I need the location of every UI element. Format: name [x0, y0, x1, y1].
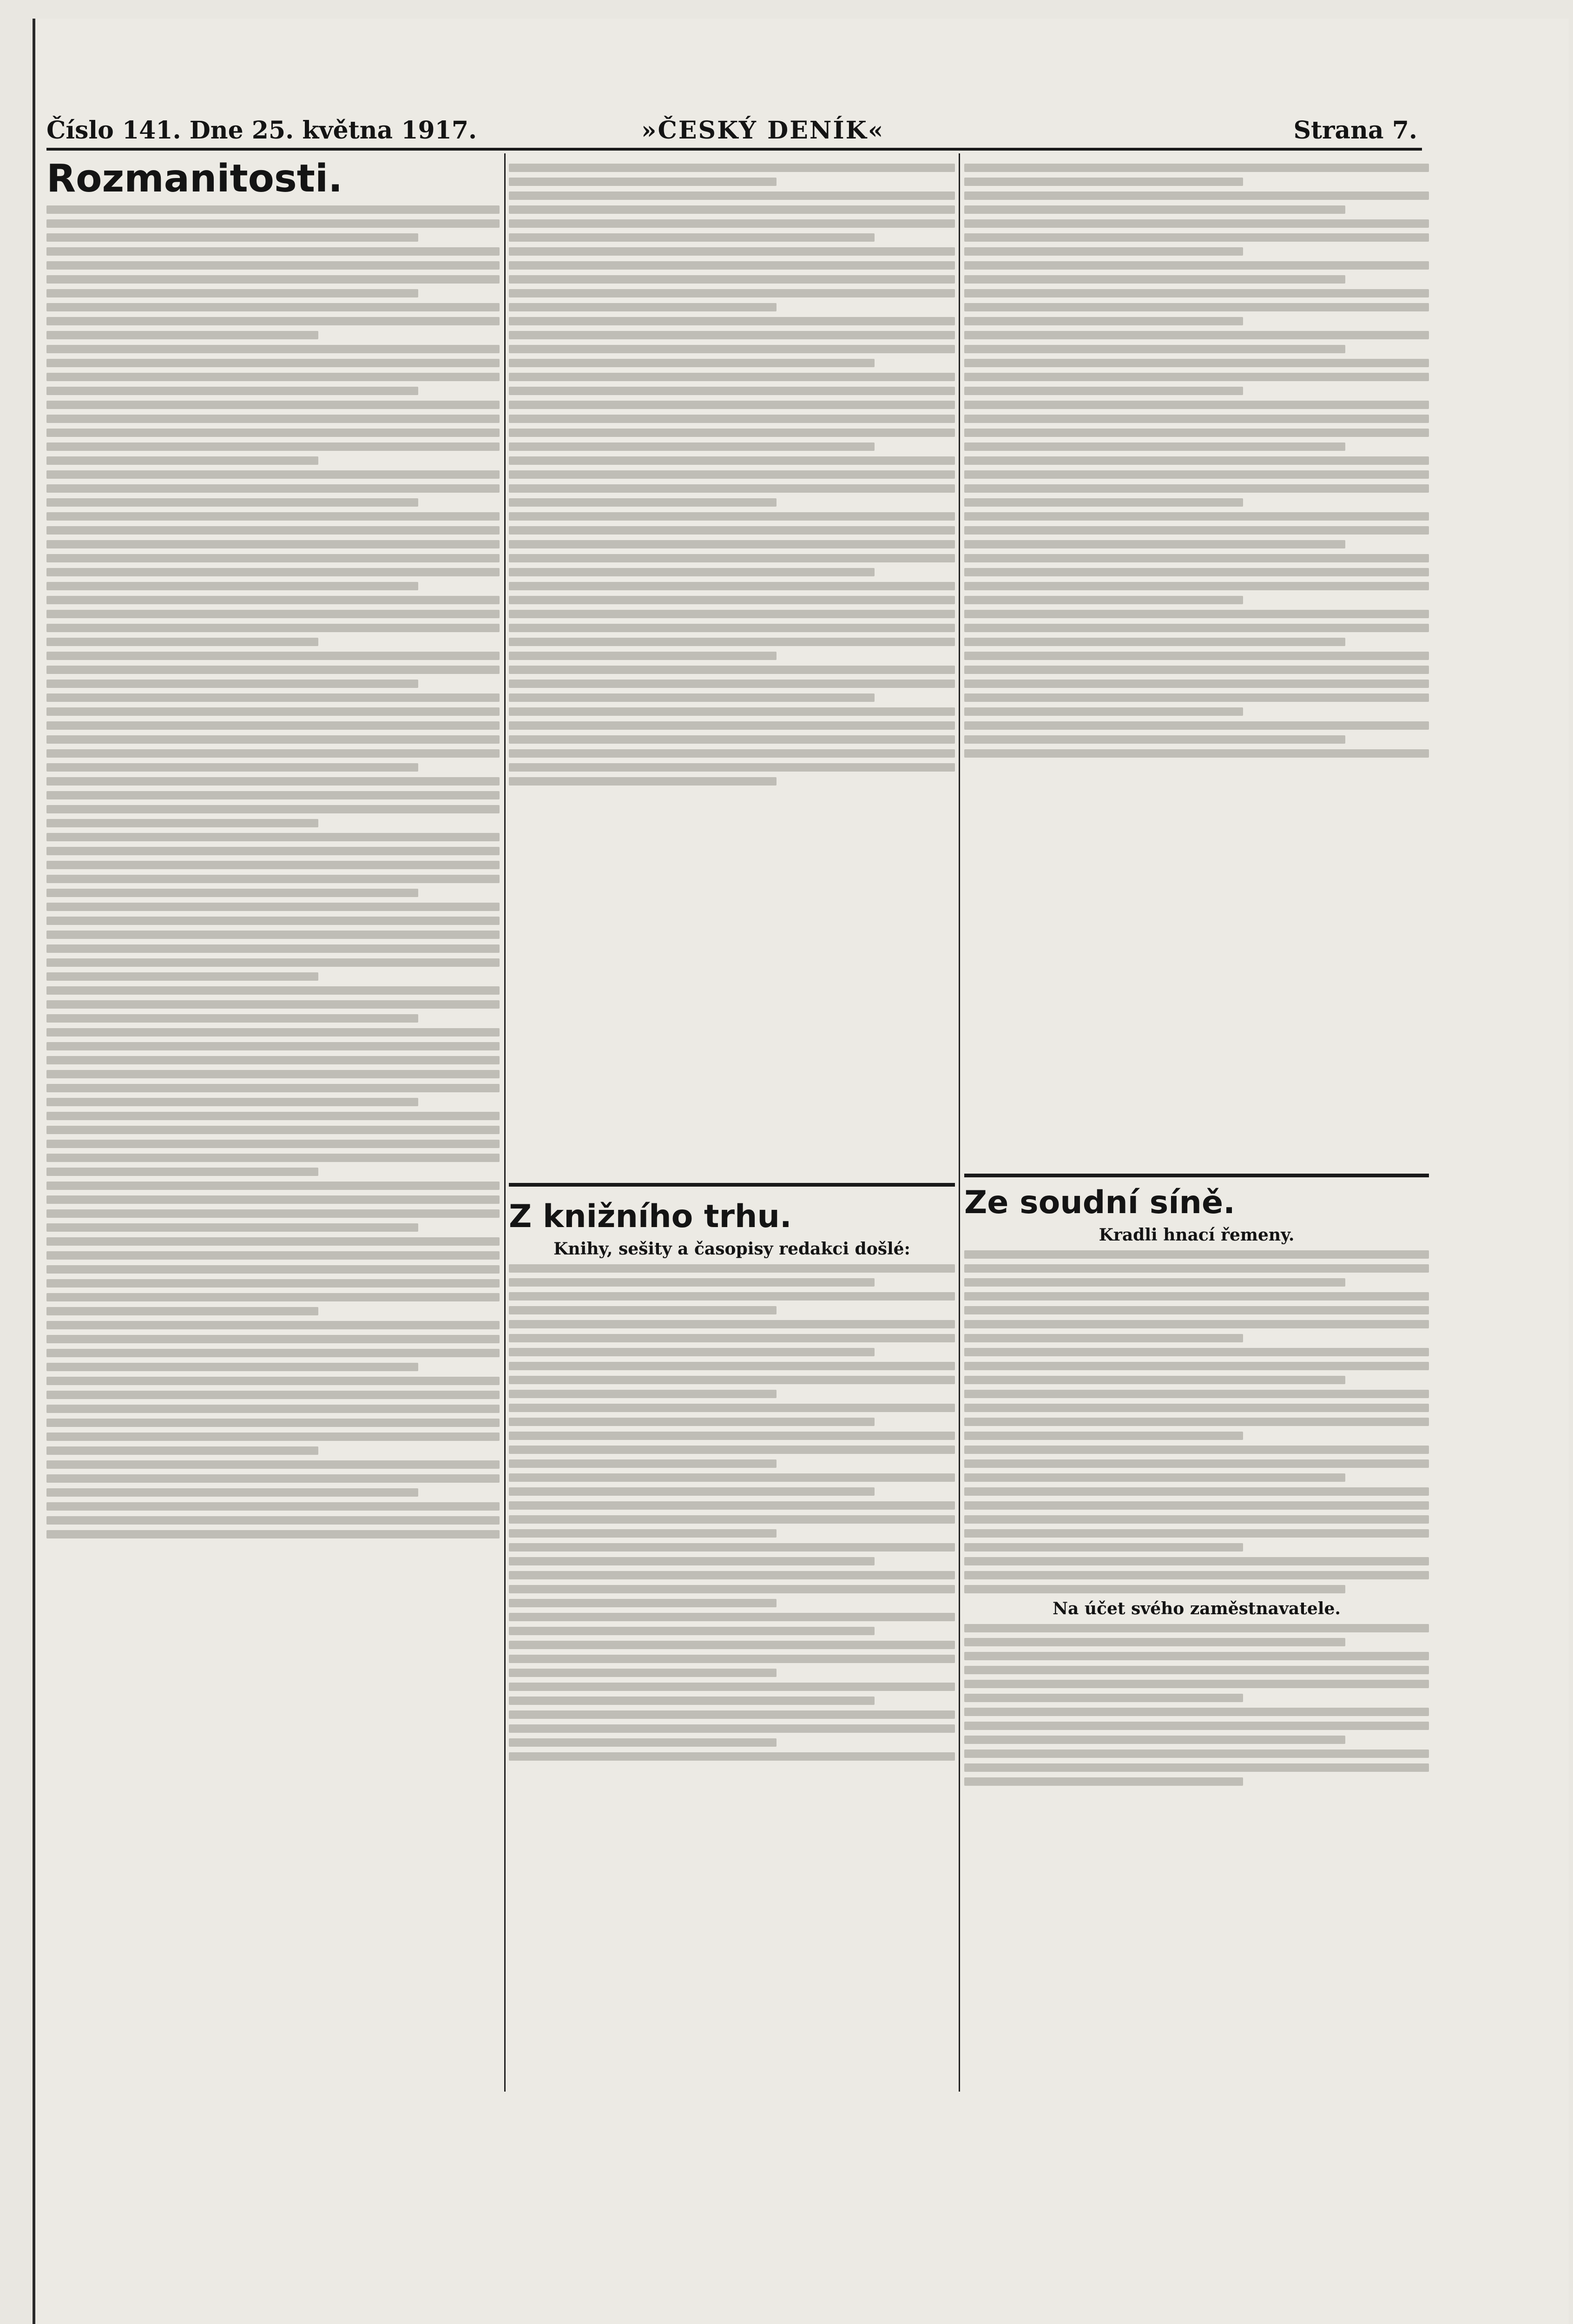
- column-soudni-sin: [964, 1185, 1429, 2068]
- unreadable-text-block: [964, 1250, 1429, 1593]
- unreadable-text-block: [509, 1264, 955, 1761]
- column-knizni-trh: [509, 1199, 955, 2082]
- masthead: »ČESKÝ DENÍK«: [641, 116, 885, 145]
- unreadable-text-block: [46, 205, 500, 1538]
- unreadable-text-block: [964, 1624, 1429, 1786]
- issue-line: Číslo 141. Dne 25. května 1917.: [46, 116, 477, 145]
- section-rule: [964, 1174, 1429, 1177]
- section-title-rozmanitosti: Rozmanitosti.: [46, 158, 343, 201]
- article-title-na-ucet: Na účet svého zaměstnavatele.: [1053, 1599, 1341, 1618]
- article-title-kradli: Kradli hnací řemeny.: [1099, 1225, 1295, 1245]
- unreadable-text-block: [509, 164, 955, 786]
- section-subtitle-knizni-trh: Knihy, sešity a časopisy redakci došlé:: [553, 1239, 910, 1259]
- column-rule-1: [504, 153, 506, 2092]
- section-title-soudni-sin: Ze soudní síně.: [964, 1185, 1235, 1221]
- column-continuation: [509, 158, 955, 1181]
- unreadable-text-block: [964, 164, 1429, 758]
- column-rule-2: [959, 153, 960, 2092]
- header-rule: [46, 148, 1422, 151]
- section-rule: [509, 1183, 955, 1187]
- page-number: Strana 7.: [1293, 116, 1417, 145]
- column-book-list-continued: [964, 158, 1429, 1162]
- section-title-knizni-trh: Z knižního trhu.: [509, 1199, 792, 1235]
- column-rozmanitosti: [46, 158, 500, 2147]
